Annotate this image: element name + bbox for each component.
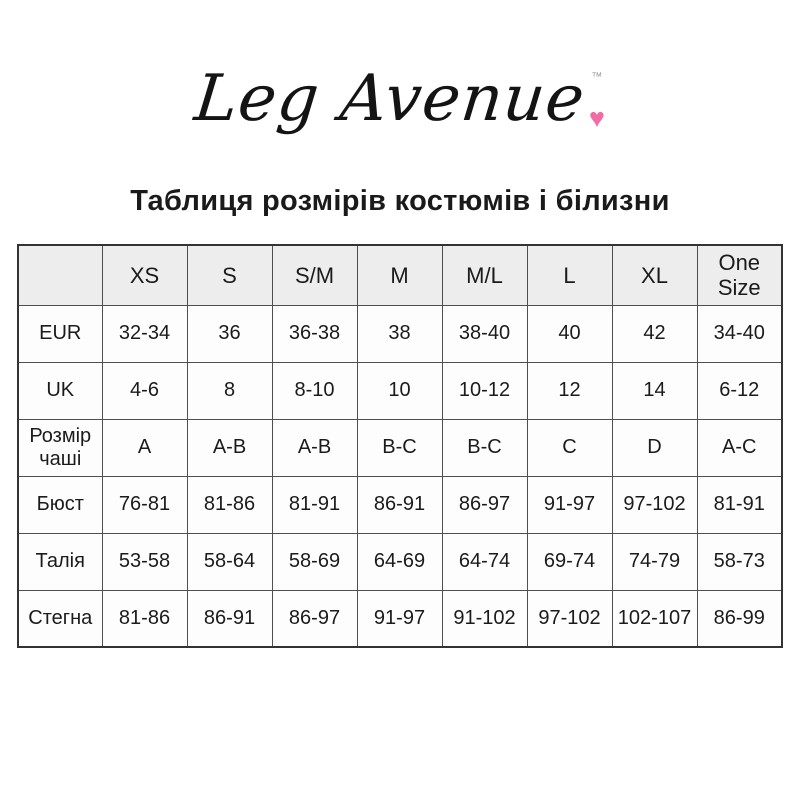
size-value-cell: B-C [357, 419, 442, 476]
row-label-cell: Бюст [18, 476, 102, 533]
size-value-cell: 81-86 [187, 476, 272, 533]
size-value-cell: D [612, 419, 697, 476]
leg-avenue-logo [0, 0, 800, 141]
size-value-cell: 86-97 [442, 476, 527, 533]
size-value-cell: 53-58 [102, 533, 187, 590]
header-row [18, 245, 782, 305]
table-row [18, 590, 782, 647]
size-value-cell: A [102, 419, 187, 476]
size-value-cell: 8-10 [272, 362, 357, 419]
size-value-cell: 38 [357, 305, 442, 362]
size-value-cell: 14 [612, 362, 697, 419]
size-value-cell: 12 [527, 362, 612, 419]
row-label-cell: Стегна [18, 590, 102, 647]
size-value-cell: 81-91 [272, 476, 357, 533]
size-table [17, 244, 783, 648]
row-label-cell: EUR [18, 305, 102, 362]
size-value-cell: 58-69 [272, 533, 357, 590]
column-header-cell: S/M [272, 245, 357, 305]
size-value-cell: A-B [272, 419, 357, 476]
size-value-cell: 10-12 [442, 362, 527, 419]
size-value-cell: 4-6 [102, 362, 187, 419]
page-title: Таблиця розмірів костюмів і білизни [130, 185, 670, 218]
size-value-cell: 38-40 [442, 305, 527, 362]
size-value-cell: 97-102 [612, 476, 697, 533]
size-value-cell: A-B [187, 419, 272, 476]
size-value-cell: 36-38 [272, 305, 357, 362]
column-header-cell: S [187, 245, 272, 305]
size-value-cell: 6-12 [697, 362, 782, 419]
table-row [18, 362, 782, 419]
size-value-cell: 64-69 [357, 533, 442, 590]
column-header-cell: One Size [697, 245, 782, 305]
size-table-body [18, 305, 782, 647]
trademark-symbol: ™ [591, 71, 603, 83]
row-label-cell: Розмір чаші [18, 419, 102, 476]
size-value-cell: 86-99 [697, 590, 782, 647]
table-row [18, 533, 782, 590]
size-value-cell: A-C [697, 419, 782, 476]
size-value-cell: 32-34 [102, 305, 187, 362]
size-value-cell: 91-97 [357, 590, 442, 647]
size-value-cell: 97-102 [527, 590, 612, 647]
size-value-cell: 58-64 [187, 533, 272, 590]
size-value-cell: 36 [187, 305, 272, 362]
size-value-cell: 81-91 [697, 476, 782, 533]
size-value-cell: 91-102 [442, 590, 527, 647]
size-value-cell: 102-107 [612, 590, 697, 647]
column-header-cell: M/L [442, 245, 527, 305]
size-value-cell: C [527, 419, 612, 476]
heart-icon: ♥ [588, 103, 605, 133]
table-row [18, 476, 782, 533]
size-value-cell: 8 [187, 362, 272, 419]
size-value-cell: 64-74 [442, 533, 527, 590]
size-value-cell: 10 [357, 362, 442, 419]
column-header-cell: XS [102, 245, 187, 305]
row-label-cell: UK [18, 362, 102, 419]
logo-marks [589, 72, 605, 132]
size-value-cell: 86-91 [357, 476, 442, 533]
size-value-cell: 40 [527, 305, 612, 362]
size-table-header [18, 245, 782, 305]
size-value-cell: 58-73 [697, 533, 782, 590]
size-value-cell: B-C [442, 419, 527, 476]
size-value-cell: 91-97 [527, 476, 612, 533]
size-value-cell: 81-86 [102, 590, 187, 647]
size-value-cell: 34-40 [697, 305, 782, 362]
size-value-cell: 69-74 [527, 533, 612, 590]
row-label-cell: Талія [18, 533, 102, 590]
size-value-cell: 74-79 [612, 533, 697, 590]
corner-cell [18, 245, 102, 305]
column-header-cell: XL [612, 245, 697, 305]
size-value-cell: 86-91 [187, 590, 272, 647]
column-header-cell: M [357, 245, 442, 305]
table-row [18, 305, 782, 362]
size-value-cell: 86-97 [272, 590, 357, 647]
size-value-cell: 76-81 [102, 476, 187, 533]
table-row [18, 419, 782, 476]
size-value-cell: 42 [612, 305, 697, 362]
column-header-cell: L [527, 245, 612, 305]
logo-brand-text: Leg Avenue [191, 62, 589, 136]
